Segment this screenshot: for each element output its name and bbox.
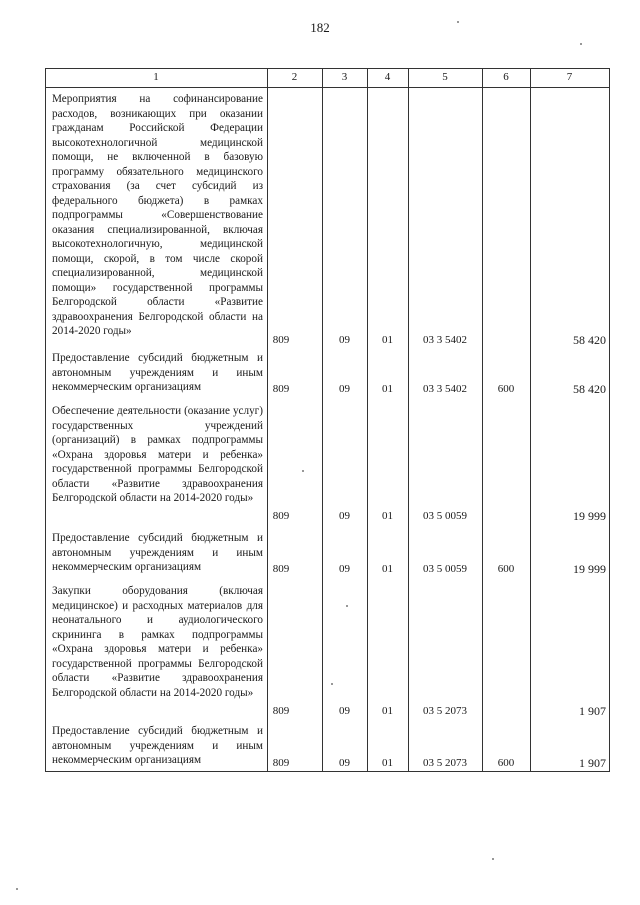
scan-speck bbox=[580, 43, 582, 45]
table-top-border bbox=[45, 68, 610, 69]
cell-ministry: 809 bbox=[272, 705, 290, 717]
header-col-7: 7 bbox=[566, 71, 573, 83]
column-border bbox=[267, 68, 268, 772]
cell-subsection: 01 bbox=[382, 334, 393, 346]
cell-amount: 58 420 bbox=[573, 382, 606, 396]
cell-ministry: 809 bbox=[272, 383, 290, 395]
column-border bbox=[609, 68, 610, 772]
column-border bbox=[408, 68, 409, 772]
cell-target-article: 03 5 2073 bbox=[423, 705, 467, 717]
scan-speck bbox=[331, 683, 333, 685]
row-name: Обеспечение деятельности (оказание услуг) государственных учреждений (организаций) в рамках подпрограммы «Охрана здоровья матери и ребенка» государственной программы Белгородской области «Развитие здравоохранения Белгородской области на 2014-2020 годы» bbox=[52, 405, 263, 504]
row-name: Предоставление субсидий бюджетным и автономным учреждениям и иным некоммерческим организациям bbox=[52, 725, 263, 766]
cell-amount: 1 907 bbox=[579, 704, 606, 718]
scan-speck bbox=[302, 470, 304, 472]
column-border bbox=[45, 68, 46, 772]
scan-speck bbox=[492, 858, 494, 860]
scan-speck bbox=[457, 21, 459, 23]
header-col-1: 1 bbox=[153, 71, 159, 83]
page-number: 182 bbox=[310, 20, 330, 35]
cell-subsection: 01 bbox=[382, 563, 393, 575]
cell-target-article: 03 3 5402 bbox=[423, 383, 467, 395]
cell-amount: 58 420 bbox=[573, 333, 606, 347]
scan-speck bbox=[346, 605, 348, 607]
cell-expense-type: 600 bbox=[497, 563, 515, 575]
cell-expense-type: 600 bbox=[497, 383, 515, 395]
cell-section: 09 bbox=[339, 705, 350, 717]
header-bottom-border bbox=[45, 87, 610, 88]
cell-subsection: 01 bbox=[382, 383, 393, 395]
cell-ministry: 809 bbox=[272, 334, 290, 346]
cell-target-article: 03 5 0059 bbox=[423, 510, 467, 522]
row-name: Мероприятия на софинансирование расходов, возникающих при оказании гражданам Российской Федерации высокотехнологичной медицинской помощи, не включенной в базовую программу обязательного медицинского страхования (за счет субсидий из федерального бюджета) в рамках подпрограммы «Совершенствование оказания специализированной, включая высокотехнологичную, медицинской помощи, скорой, в том числе скорой специализированной, медицинской помощи» государственной программы Белгородской области «Развитие здравоохранения Белгородской области на 2014-2020 годы» bbox=[52, 93, 263, 337]
row-name: Закупки оборудования (включая медицинское) и расходных материалов для неонатального и аудиологического скрининга в рамках подпрограммы «Охрана здоровья матери и ребенка» государственной программы Белгородской области «Развитие здравоохранения Белгородской области на 2014-2020 годы» bbox=[52, 585, 263, 699]
cell-ministry: 809 bbox=[272, 510, 290, 522]
header-col-3: 3 bbox=[341, 71, 348, 83]
header-col-5: 5 bbox=[442, 71, 448, 83]
column-border bbox=[482, 68, 483, 772]
cell-amount: 1 907 bbox=[579, 756, 606, 770]
cell-section: 09 bbox=[339, 563, 350, 575]
column-border bbox=[530, 68, 531, 772]
cell-subsection: 01 bbox=[382, 757, 393, 769]
header-col-4: 4 bbox=[384, 71, 391, 83]
cell-ministry: 809 bbox=[272, 757, 290, 769]
cell-ministry: 809 bbox=[272, 563, 290, 575]
row-name: Предоставление субсидий бюджетным и автономным учреждениям и иным некоммерческим организациям bbox=[52, 532, 263, 573]
header-col-2: 2 bbox=[291, 71, 298, 83]
cell-target-article: 03 3 5402 bbox=[423, 334, 467, 346]
header-col-6: 6 bbox=[503, 71, 509, 83]
table-bottom-border bbox=[45, 771, 610, 772]
cell-target-article: 03 5 0059 bbox=[423, 563, 467, 575]
column-border bbox=[322, 68, 323, 772]
column-border bbox=[367, 68, 368, 772]
cell-amount: 19 999 bbox=[573, 509, 606, 523]
cell-expense-type: 600 bbox=[497, 757, 515, 769]
cell-subsection: 01 bbox=[382, 510, 393, 522]
cell-section: 09 bbox=[339, 757, 350, 769]
cell-section: 09 bbox=[339, 334, 350, 346]
cell-subsection: 01 bbox=[382, 705, 393, 717]
cell-section: 09 bbox=[339, 383, 350, 395]
row-name: Предоставление субсидий бюджетным и автономным учреждениям и иным некоммерческим организациям bbox=[52, 352, 263, 393]
cell-section: 09 bbox=[339, 510, 350, 522]
cell-amount: 19 999 bbox=[573, 562, 606, 576]
scan-speck bbox=[16, 888, 18, 890]
cell-target-article: 03 5 2073 bbox=[423, 757, 467, 769]
